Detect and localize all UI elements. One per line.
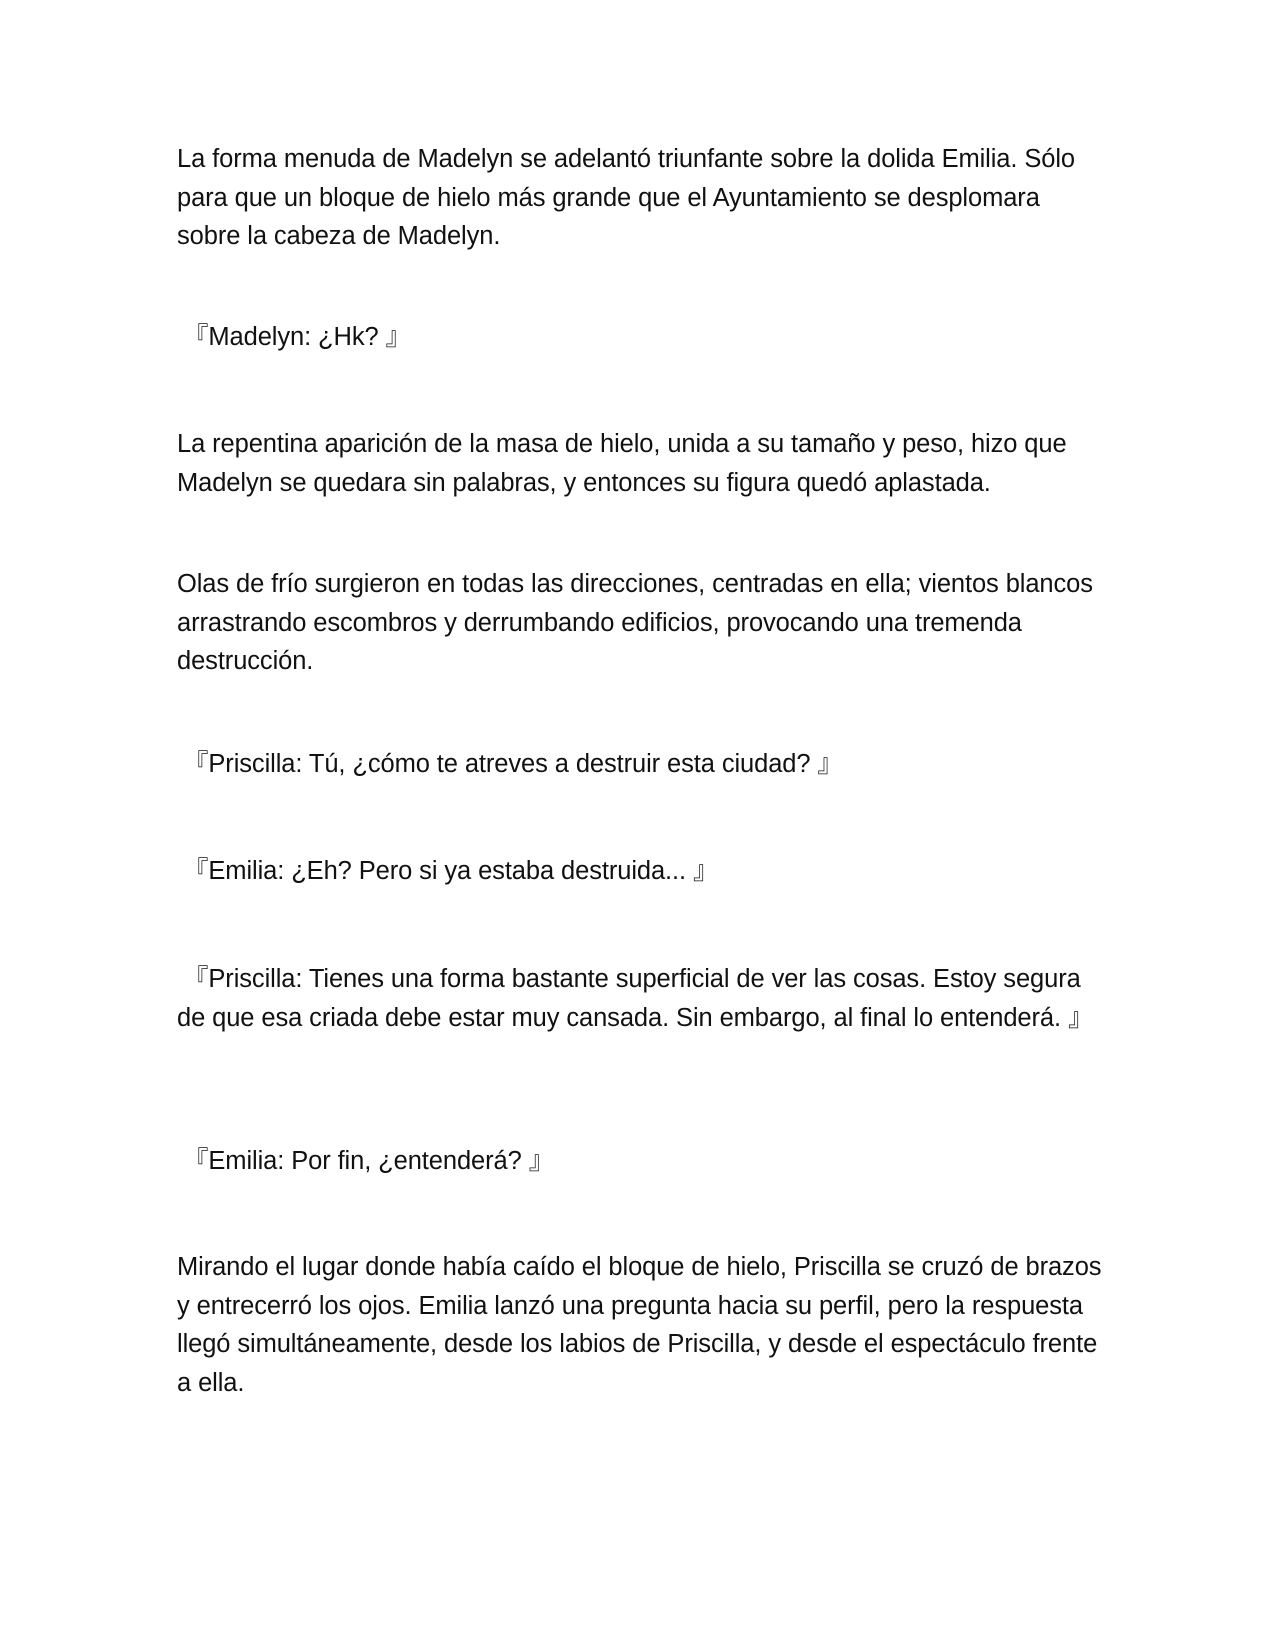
paragraph-dialogue: 『Emilia: Por fin, ¿entenderá? 』 [183, 1147, 555, 1175]
paragraph-narration: Olas de frío surgieron en todas las direcciones, centradas en ella; vientos blancos arrastrando escombros y derrumbando edificios, provocando una tremenda destrucción. [177, 570, 1093, 675]
paragraph-narration: La forma menuda de Madelyn se adelantó triunfante sobre la dolida Emilia. Sólo para que un bloque de hielo más grande que el Ayuntamiento se desplomara sobre la cabeza de Madelyn. [177, 145, 1075, 250]
paragraph-narration: La repentina aparición de la masa de hielo, unida a su tamaño y peso, hizo que Madelyn se quedara sin palabras, y entonces su figura quedó aplastada. [177, 430, 1067, 497]
paragraph-dialogue: 『Emilia: ¿Eh? Pero si ya estaba destruida... 』 [183, 857, 719, 885]
paragraph-dialogue: 『Madelyn: ¿Hk? 』 [183, 323, 411, 351]
paragraph-narration: Mirando el lugar donde había caído el bloque de hielo, Priscilla se cruzó de brazos y entrecerró los ojos. Emilia lanzó una pregunta hacia su perfil, pero la respuesta llegó simultáneamente, desde los labios de Priscilla, y desde el espectáculo frente a ella. [177, 1253, 1102, 1397]
paragraph-dialogue: 『Priscilla: Tienes una forma bastante superficial de ver las cosas. Estoy segura de que esa criada debe estar muy cansada. Sin embargo, al final lo entenderá. 』 [177, 965, 1094, 1032]
paragraph-dialogue: 『Priscilla: Tú, ¿cómo te atreves a destruir esta ciudad? 』 [183, 750, 843, 778]
